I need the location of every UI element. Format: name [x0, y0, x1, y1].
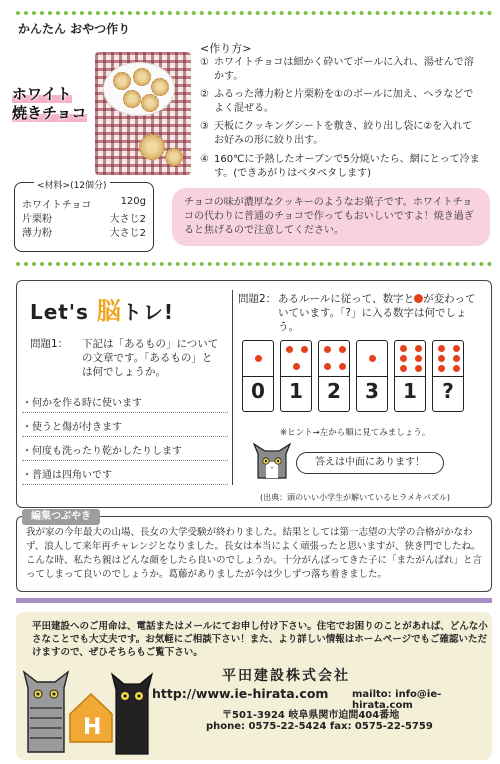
- red-dot-icon: [369, 355, 376, 362]
- card-number: ?: [442, 379, 454, 403]
- number-card: [356, 340, 388, 412]
- footer-message: 平田建設へのご用命は、電話またはメールにてお申し付け下さい。住宅でお困りのことがあれば、どんな小さなことでも大丈夫です。お気軽にご相談下さい！また、より詳しい情報はホームページでもご確認いただけますので、ぜひそちらもご覧下さい。: [32, 621, 488, 658]
- red-dot-icon: [438, 345, 445, 352]
- cat-icon: [252, 442, 292, 480]
- quiz-title: Let's 脳トレ!: [30, 297, 174, 325]
- card-number: 2: [327, 379, 341, 403]
- cookie-image: [123, 90, 141, 108]
- section-divider: [16, 262, 492, 266]
- red-dot-icon: [438, 355, 445, 362]
- number-card: [318, 340, 350, 412]
- black-cat-icon: [110, 670, 154, 756]
- red-dot-icon: [339, 363, 346, 370]
- red-dot-icon: [301, 346, 308, 353]
- cookie-image: [165, 148, 183, 166]
- purple-divider: [16, 598, 492, 603]
- steps-heading: <作り方>: [200, 42, 252, 55]
- red-dot-icon: [339, 346, 346, 353]
- q1-hint: ・何度も洗ったり乾かしたりします: [22, 442, 228, 461]
- recipe-step: ② ふるった薄力粉と片栗粉を①のボールに加え、ヘラなどでよく混ぜる。: [200, 89, 474, 114]
- cookie-image: [113, 72, 131, 90]
- red-dot-icon: [415, 355, 422, 362]
- answer-bubble: 答えは中面にあります！: [296, 452, 444, 474]
- red-dot-icon: [453, 365, 460, 372]
- recipe-note: チョコの味が濃厚なクッキーのようなお菓子です。ホワイトチョコの代わりに普通のチョコで作ってもおいしいですよ！焼き過ぎると焦げるので注意してください。: [172, 188, 490, 246]
- quiz-source: (出典：頭のいい小学生が解いているヒラメキパズル): [260, 493, 450, 502]
- red-dot-icon: [255, 355, 262, 362]
- material-row: 薄力粉 大さじ2: [22, 228, 146, 239]
- q1-hint: ・使うと傷が付きます: [22, 418, 228, 437]
- q1-hint: ・何かを作る時に使います: [22, 394, 228, 413]
- cookie-image: [141, 94, 159, 112]
- red-dot-icon: [415, 365, 422, 372]
- material-row: ホワイトチョコ 120g: [22, 196, 146, 211]
- red-dot-icon: [414, 294, 423, 303]
- red-dot-icon: [293, 363, 300, 370]
- red-dot-icon: [438, 365, 445, 372]
- recipe-step: ③ 天板にクッキングシートを敷き、絞り出し袋に②を入れてお好みの形に絞り出す。: [200, 121, 473, 146]
- cookie-image: [139, 134, 165, 160]
- card-dot-area: [243, 341, 273, 377]
- quiz-divider: [232, 290, 233, 485]
- card-dot-area: [357, 341, 387, 377]
- red-dot-icon: [286, 346, 293, 353]
- number-card: [242, 340, 274, 412]
- company-address: 〒501-3924 岐阜県関市迫間404番地: [222, 710, 400, 721]
- material-row: 片栗粉 大さじ2: [22, 214, 146, 225]
- cookie-image: [151, 78, 169, 96]
- cookie-image: [133, 68, 151, 86]
- number-card: [394, 340, 426, 412]
- cookie-photo: [95, 52, 191, 175]
- red-dot-icon: [400, 355, 407, 362]
- svg-text:H: H: [83, 715, 102, 740]
- card-number: 0: [251, 379, 265, 403]
- company-phones: phone: 0575-22-5424 fax: 0575-22-5759: [206, 721, 433, 732]
- red-dot-icon: [324, 363, 331, 370]
- red-dot-icon: [415, 345, 422, 352]
- quiz-hint: ※ヒント→左から順に見てみましょう。: [280, 428, 431, 438]
- question-1: 問題1： 下記は「あるもの」についての文章です。「あるもの」とは何でしょうか。: [30, 338, 219, 378]
- red-dot-icon: [453, 355, 460, 362]
- red-dot-icon: [453, 345, 460, 352]
- materials-heading: <材料>(12個分): [34, 178, 110, 191]
- card-number: 3: [365, 379, 379, 403]
- red-dot-icon: [324, 346, 331, 353]
- section-title: かんたん おやつ作り: [18, 20, 136, 37]
- dish-name: ホワイト 焼きチョコ: [12, 85, 87, 122]
- card-number: 1: [403, 379, 417, 403]
- editorial-tag: 編集つぶやき: [22, 509, 100, 525]
- company-name: 平田建設株式会社: [222, 668, 350, 684]
- tabby-cat-icon: [22, 668, 70, 756]
- number-card: [432, 340, 464, 412]
- editorial-text: 我が家の今年最大の山場、長女の大学受験が終わりました。結果としては第一志望の大学の合格がかなわず、浪人して来年再チャレンジとなりました。長女は本当によく頑張ったと思いますが、狭き門でしたね。こんな時、私たち親はどんな顔をしたら良いのでしょうか。十分がんばってきた子に「またがんばれ」と言ってしまって良いのでしょうか。葛藤がありましたが今は少しずつ落ち着きました。: [26, 527, 483, 580]
- website-link[interactable]: http://www.ie-hirata.com: [152, 686, 329, 701]
- card-dot-area: [281, 341, 311, 377]
- recipe-step: ① ホワイトチョコは細かく砕いてボールに入れ、湯せんで溶かす。: [200, 57, 474, 82]
- card-number: 1: [289, 379, 303, 403]
- number-card: [280, 340, 312, 412]
- question-2: 問題2： あるルールに従って、数字と が変わっていています。「?」に入る数字は何でしょう。: [238, 293, 476, 333]
- q1-hint: ・普通は四角いです: [22, 466, 228, 485]
- red-dot-icon: [400, 365, 407, 372]
- card-dot-area: [395, 341, 425, 377]
- card-dot-area: [433, 341, 463, 377]
- email-link[interactable]: mailto: info@ie-hirata.com: [352, 689, 442, 711]
- recipe-step: ④ 160℃に予熱したオーブンで5分焼いたら、網にとって冷ます。(できあがりはベタベタします): [200, 154, 480, 179]
- red-dot-icon: [400, 345, 407, 352]
- house-logo: [66, 690, 116, 744]
- card-dot-area: [319, 341, 349, 377]
